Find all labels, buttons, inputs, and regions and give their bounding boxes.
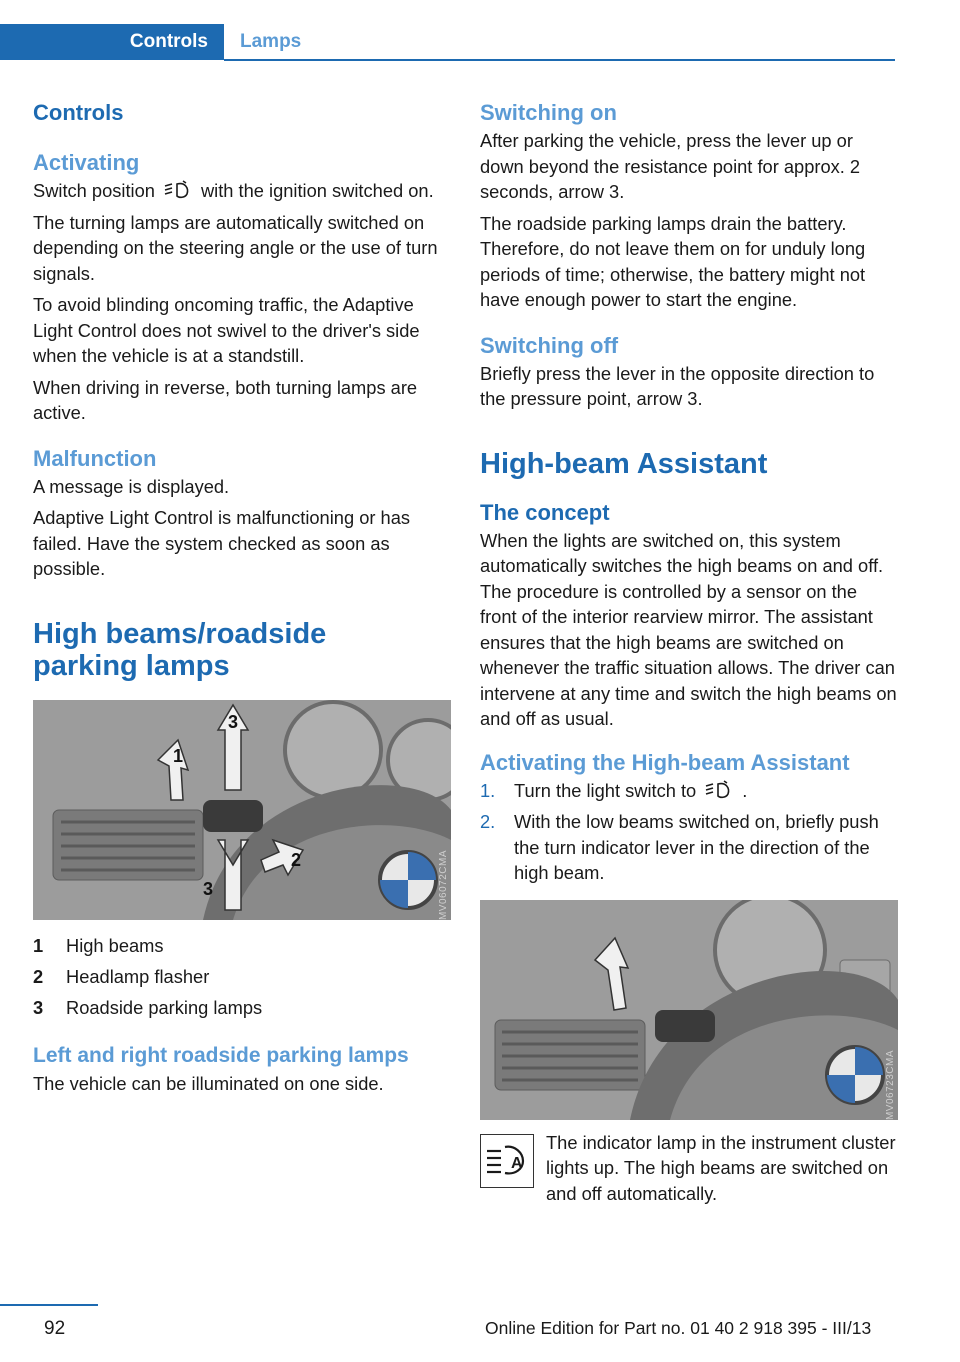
indicator-note-text: The indicator lamp in the instrument cluster lights up. The high beams are switched on and off automatically. — [546, 1131, 896, 1204]
activating-paragraph-3: To avoid blinding oncoming traffic, the Adaptive Light Control does not swivel to the driver's side when the vehicle is at a standstill. — [33, 294, 420, 366]
tab-controls[interactable]: Controls — [0, 24, 224, 60]
lever-illustration-2 — [480, 900, 898, 1120]
high-beam-assistant-heading: High-beam Assistant — [480, 447, 768, 480]
high-beams-heading: High beams/roadside parking lamps — [33, 617, 327, 682]
step-item: 2. With the low beams switched on, briefly push the turn indicator lever in the direction of the high beam. — [480, 811, 879, 883]
left-column — [33, 98, 453, 1102]
lever-illustration — [33, 700, 451, 920]
lr-parking-paragraph: The vehicle can be illuminated on one side. — [33, 1072, 384, 1094]
svg-text:3: 3 — [228, 711, 239, 732]
step-item: 1. Turn the light switch to . — [480, 779, 748, 801]
figure-code: MV06072CMA — [438, 849, 449, 920]
tab-lamps[interactable]: Lamps — [240, 31, 302, 52]
high-beam-assistant-icon — [480, 1134, 534, 1188]
activating-paragraph-1: Switch position with the ignition switched on. — [33, 180, 434, 201]
activating-heading: Activating — [33, 150, 140, 175]
right-column — [480, 98, 898, 1206]
malfunction-paragraph-1: A message is displayed. — [33, 475, 230, 497]
svg-text:3: 3 — [203, 878, 214, 899]
chapter-tabs — [0, 24, 895, 62]
tab-underline — [224, 59, 895, 61]
lr-parking-heading: Left and right roadside parking lamps — [33, 1043, 409, 1067]
indicator-note — [480, 1130, 898, 1207]
controls-heading: Controls — [33, 100, 124, 125]
adaptive-light-icon — [702, 780, 736, 800]
switching-off-paragraph: Briefly press the lever in the opposite direction to the pressure point, arrow 3. — [480, 362, 875, 409]
page-number: 92 — [44, 1318, 66, 1339]
figure-code-2: MV06723CMA — [885, 1049, 896, 1120]
steering-column-drawing-2 — [480, 900, 898, 1120]
edition-text: Online Edition for Part no. 01 40 2 918 395 - III/13 — [485, 1318, 872, 1338]
steering-column-drawing — [33, 700, 451, 920]
switching-on-heading: Switching on — [480, 100, 617, 125]
switching-on-paragraph-1: After parking the vehicle, press the lever up or down beyond the resistance point for approx. 2 seconds, arrow 3. — [480, 130, 861, 202]
legend-item: 1 High beams — [33, 934, 164, 956]
svg-text:A: A — [511, 1154, 523, 1172]
legend-item: 3 Roadside parking lamps — [33, 996, 263, 1018]
concept-heading: The concept — [480, 499, 610, 525]
malfunction-heading: Malfunction — [33, 445, 157, 471]
figure-legend — [33, 930, 453, 1023]
footer-rule — [0, 1304, 98, 1306]
svg-text:2: 2 — [291, 849, 302, 870]
legend-item: 2 Headlamp flasher — [33, 965, 210, 987]
activating-paragraph-4: When driving in reverse, both turning lamps are active. — [33, 376, 418, 423]
activating-paragraph-2: The turning lamps are automatically switched on depending on the steering angle or the use of turn signals. — [33, 211, 438, 284]
malfunction-paragraph-2: Adaptive Light Control is malfunctioning or has failed. Have the system checked as soon as possible. — [33, 507, 411, 579]
activating-hba-heading: Activating the High-beam Assistant — [480, 749, 850, 775]
switching-off-heading: Switching off — [480, 332, 619, 358]
switching-on-paragraph-2: The roadside parking lamps drain the battery. Therefore, do not leave them on for unduly long periods of time; otherwise, the battery might not have enough power to start the engine. — [480, 212, 866, 310]
adaptive-light-icon — [161, 180, 195, 200]
svg-text:1: 1 — [173, 745, 184, 766]
concept-paragraph: When the lights are switched on, this system automatically switches the high beams on and off. The procedure is controlled by a sensor on the front of the interior rearview mirror. The assistant ensures that the high beams are switched on whenever the traffic situation allows. The driver can intervene at any time and switch the high beams on and off as usual. — [480, 529, 897, 729]
